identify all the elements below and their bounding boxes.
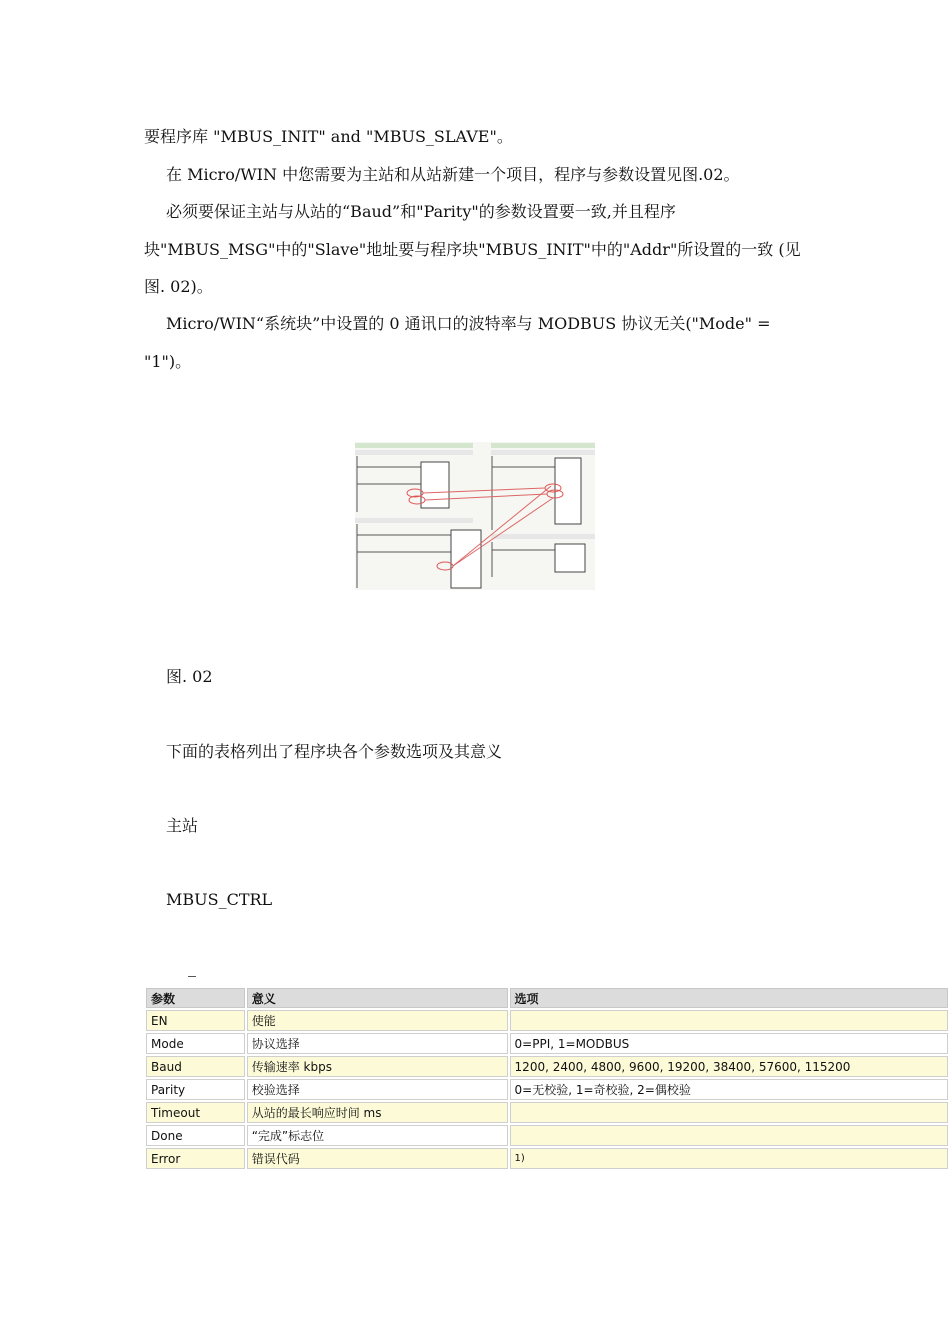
- cell-meaning: “完成”标志位: [247, 1125, 508, 1146]
- table-intro: 下面的表格列出了程序块各个参数选项及其意义: [166, 742, 503, 761]
- table-row: [146, 1033, 948, 1054]
- block-name: MBUS_CTRL: [166, 890, 273, 909]
- header-param: 参数: [146, 988, 245, 1008]
- table-row: [146, 1056, 948, 1077]
- cell-param: EN: [146, 1010, 245, 1031]
- paragraph-4-line-2: "1")。: [144, 352, 192, 371]
- cell-param: Mode: [146, 1033, 245, 1054]
- cell-option: 0=无校验, 1=奇校验, 2=偶校验: [510, 1079, 948, 1100]
- cell-meaning: 传输速率 kbps: [247, 1056, 508, 1077]
- paragraph-3-line-1: 必须要保证主站与从站的“Baud”和"Parity"的参数设置要一致,并且程序: [166, 202, 676, 221]
- cell-param: Timeout: [146, 1102, 245, 1123]
- cell-meaning: 校验选择: [247, 1079, 508, 1100]
- cell-param: Done: [146, 1125, 245, 1146]
- table-row: [146, 1148, 948, 1169]
- paragraph-3-line-2: 块"MBUS_MSG"中的"Slave"地址要与程序块"MBUS_INIT"中的"Addr"所设置的一致 (见: [144, 240, 801, 259]
- cell-meaning: 使能: [247, 1010, 508, 1031]
- parameter-table: [144, 986, 950, 1171]
- table-row: [146, 1102, 948, 1123]
- cell-option: 0=PPI, 1=MODBUS: [510, 1033, 948, 1054]
- cell-meaning: 协议选择: [247, 1033, 508, 1054]
- paragraph-4-line-1: Micro/WIN“系统块”中设置的 0 通讯口的波特率与 MODBUS 协议无关("Mode" =: [166, 314, 771, 333]
- table-header-row: [146, 988, 948, 1008]
- divider: [188, 976, 196, 977]
- cell-option: [510, 1125, 948, 1146]
- paragraph-2: 在 Micro/WIN 中您需要为主站和从站新建一个项目，程序与参数设置见图.02。: [166, 165, 740, 184]
- cell-option: 1200, 2400, 4800, 9600, 19200, 38400, 57600, 115200: [510, 1056, 948, 1077]
- cell-option: 1): [510, 1148, 948, 1169]
- cell-option: [510, 1010, 948, 1031]
- paragraph-1: 要程序库 "MBUS_INIT" and "MBUS_SLAVE"。: [144, 127, 513, 146]
- section-title: 主站: [166, 816, 199, 835]
- header-option: 选项: [510, 988, 948, 1008]
- cell-param: Parity: [146, 1079, 245, 1100]
- cell-param: Baud: [146, 1056, 245, 1077]
- paragraph-3-line-3: 图. 02)。: [144, 277, 213, 296]
- ladder-diagram-screenshot-icon: [355, 442, 595, 590]
- figure-caption: 图. 02: [166, 667, 213, 686]
- cell-meaning: 错误代码: [247, 1148, 508, 1169]
- table-row: [146, 1125, 948, 1146]
- table-row: [146, 1010, 948, 1031]
- cell-option: [510, 1102, 948, 1123]
- header-meaning: 意义: [247, 988, 508, 1008]
- table-row: [146, 1079, 948, 1100]
- cell-meaning: 从站的最长响应时间 ms: [247, 1102, 508, 1123]
- cell-param: Error: [146, 1148, 245, 1169]
